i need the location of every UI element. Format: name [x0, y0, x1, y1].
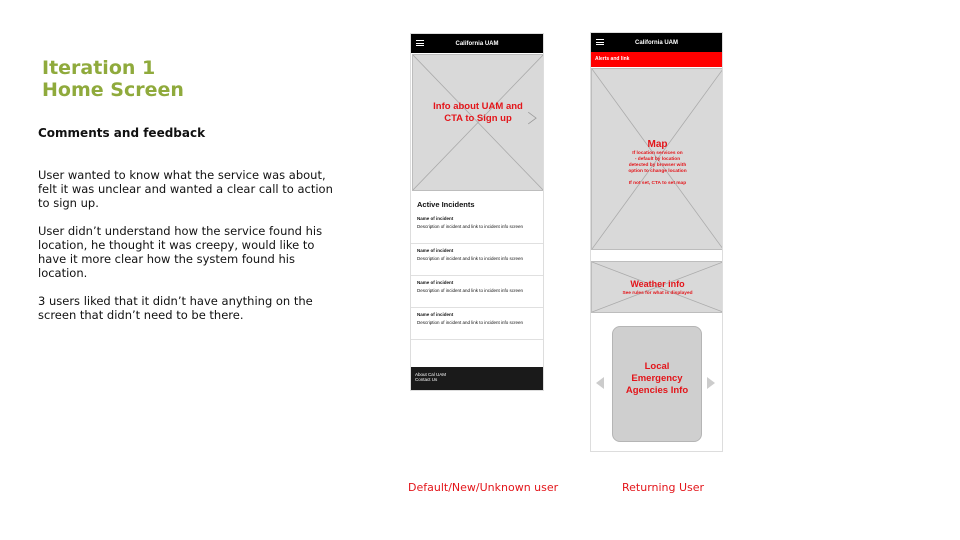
weather-placeholder[interactable] [591, 261, 723, 313]
slide-title [42, 57, 184, 101]
alerts-bar[interactable]: Alerts and link [591, 52, 722, 67]
comments-body [38, 168, 338, 336]
app-title: California UAM [634, 39, 678, 46]
map-title: Map [647, 139, 668, 150]
weather-note: See rules for what is displayed [622, 291, 693, 296]
incident-desc: Description of incident and link to incident info screen [417, 288, 524, 293]
map-notes [592, 151, 723, 187]
caption-returning-user: Returning User [622, 481, 705, 494]
comment-2: User didn’t understand how the service found his location, he thought it was creepy, would like to have it more clear how the system found his location. [38, 224, 323, 280]
incident-desc: Description of incident and link to incident info screen [417, 224, 524, 229]
agencies-card[interactable] [612, 326, 702, 442]
map-placeholder[interactable] [591, 68, 723, 250]
comment-1: User wanted to know what the service was about, felt it was unclear and wanted a clear call to action to sign up. [38, 168, 333, 210]
carousel-left-arrow-icon[interactable] [595, 376, 605, 390]
map-note: option to change location [628, 169, 687, 174]
carousel-right-arrow-icon[interactable] [706, 376, 716, 390]
agencies-text: Local Emergency Agencies Info [625, 361, 689, 396]
wireframe-new-user [410, 33, 544, 391]
incident-desc: Description of incident and link to incident info screen [417, 320, 524, 325]
hero-placeholder[interactable] [412, 54, 544, 191]
slide-title-line1: Iteration 1 [42, 57, 156, 79]
app-header [591, 33, 722, 52]
wireframe-returning-user [590, 32, 723, 452]
incident-desc: Description of incident and link to incident info screen [417, 256, 524, 261]
incident-name: Name of incident [417, 216, 454, 221]
map-note: detected by browser with [628, 163, 687, 168]
slide-title-line2: Home Screen [42, 79, 184, 101]
active-incidents-title: Active Incidents [417, 200, 475, 209]
comments-heading: Comments and feedback [38, 126, 206, 140]
map-note: - default by location [634, 157, 681, 162]
incident-name: Name of incident [417, 280, 454, 285]
incident-row[interactable] [411, 308, 543, 340]
incident-name: Name of incident [417, 312, 454, 317]
incident-row[interactable] [411, 276, 543, 308]
app-title: California UAM [455, 40, 499, 47]
map-note: If not set, CTA to set map [628, 181, 687, 186]
incident-row[interactable] [411, 212, 543, 244]
app-header [411, 34, 543, 53]
menu-icon[interactable] [416, 40, 424, 46]
comment-3: 3 users liked that it didn’t have anything on the screen that didn’t need to be there. [38, 294, 313, 322]
hero-text: Info about UAM and CTA to Sign up [433, 101, 523, 124]
footer-about-link[interactable]: About Cal UAM [415, 372, 447, 377]
app-footer [411, 367, 543, 390]
weather-title: Weather info [630, 279, 685, 289]
caption-new-user: Default/New/Unknown user [408, 481, 559, 494]
map-note: If location services on [632, 151, 683, 156]
incident-row[interactable] [411, 244, 543, 276]
footer-contact-link[interactable]: Contact Us [415, 377, 438, 382]
menu-icon[interactable] [596, 39, 604, 45]
incident-name: Name of incident [417, 248, 454, 253]
